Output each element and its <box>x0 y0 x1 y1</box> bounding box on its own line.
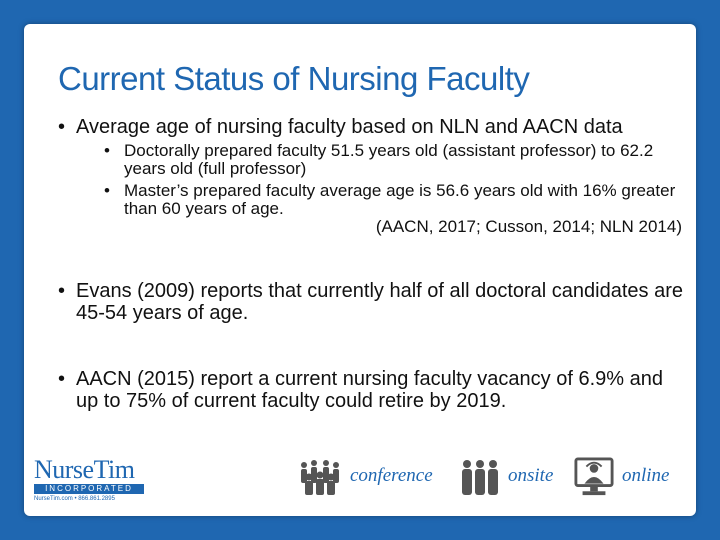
online-label: online <box>622 465 670 486</box>
logo-contact: NurseTim.com • 866.861.2895 <box>34 496 115 502</box>
webinar-screen-icon <box>572 457 616 497</box>
sub-bullet-masters-age: • Master’s prepared faculty average age is 56.6 years old with 16% greater than 60 years of age. <box>104 182 688 218</box>
bullet-average-age: • Average age of nursing faculty based on NLN and AACN data <box>58 116 688 138</box>
slide-title: Current Status of Nursing Faculty <box>58 60 530 97</box>
sub-bullet-doctoral-age: • Doctorally prepared faculty 51.5 years old (assistant professor) to 62.2 years old (full professor) <box>104 142 688 178</box>
logo-incorporated: INCORPORATED <box>34 484 144 494</box>
footer <box>24 451 696 511</box>
logo-wordmark: NurseTim <box>34 455 135 484</box>
bullet-list <box>58 116 688 412</box>
citation: (AACN, 2017; Cusson, 2014; NLN 2014) <box>375 217 682 236</box>
conference-label: conference <box>350 465 433 486</box>
slide <box>24 24 696 516</box>
nursetim-logo <box>34 457 144 502</box>
bullet-aacn-vacancy: • AACN (2015) report a current nursing faculty vacancy of 6.9% and up to 75% of current faculty could retire by 2019. <box>58 368 688 412</box>
people-icon <box>458 457 502 497</box>
onsite-label: onsite <box>508 465 554 486</box>
bullet-evans: • Evans (2009) reports that currently half of all doctoral candidates are 45-54 years of age. <box>58 280 688 324</box>
audience-icon <box>296 457 344 497</box>
